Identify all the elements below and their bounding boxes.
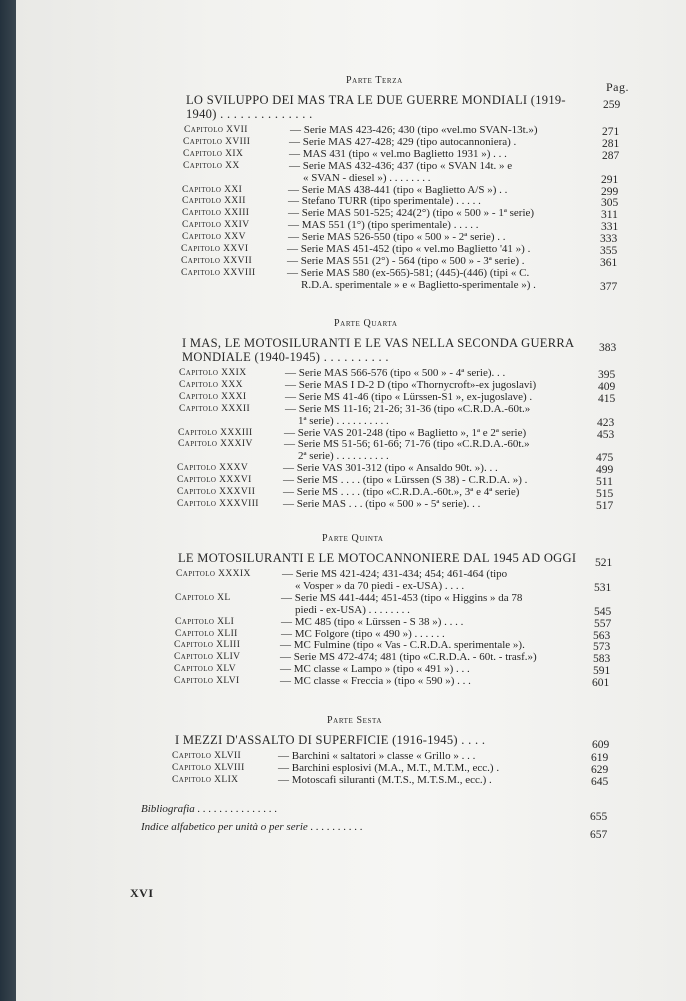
part-title: Parte Sesta xyxy=(327,715,383,726)
chapter-page-number: 355 xyxy=(600,245,618,257)
chapter-page-number: 545 xyxy=(594,605,612,618)
chapter-description: — Serie VAS 301-312 (tipo « Ansaldo 90t. »). . . xyxy=(283,462,498,475)
chapter-page-number: 409 xyxy=(598,380,616,393)
chapter-description: — Serie MS 421-424; 431-434; 454; 461-464 (tipo xyxy=(282,568,508,580)
chapter-page-number: 515 xyxy=(596,488,614,500)
chapter-description: — Serie MAS 432-436; 437 (tipo « SVAN 14t. » e xyxy=(289,159,513,172)
chapter-description: — Serie MAS I D-2 D (tipo «Thornycroft»-ex jugoslavi) xyxy=(285,378,537,391)
chapter-label: Capitolo XXII xyxy=(182,196,246,207)
chapter-page-number: 591 xyxy=(593,665,611,678)
section-title-line: 1940) . . . . . . . . . . . . . . xyxy=(186,107,313,121)
chapter-page-number: 573 xyxy=(593,641,611,654)
chapter-description: — Serie MS 472-474; 481 (tipo «C.R.D.A. - 60t. - trasf.») xyxy=(280,651,537,664)
chapter-label: Capitolo XX xyxy=(183,160,240,171)
chapter-label: Capitolo XXX xyxy=(179,379,243,390)
part-title: Parte Quarta xyxy=(334,318,398,329)
section-title-line: LE MOTOSILURANTI E LE MOTOCANNONIERE DAL 1945 AD OGGI xyxy=(178,551,577,565)
section-title-line: LO SVILUPPO DEI MAS TRA LE DUE GUERRE MONDIALI (1919- xyxy=(186,93,566,107)
chapter-label: Capitolo XLIII xyxy=(174,640,241,651)
chapter-description: — Serie MAS 438-441 (tipo « Baglietto A/S ») . . xyxy=(288,183,508,196)
chapter-label: Capitolo XLIV xyxy=(174,652,241,663)
index-entry-page-number: 655 xyxy=(590,811,608,823)
chapter-page-number: 291 xyxy=(601,173,619,186)
chapter-description: piedi - ex-USA) . . . . . . . . xyxy=(295,603,410,616)
chapter-description: — MC classe « Lampo » (tipo « 491 ») . . . xyxy=(280,663,470,676)
chapter-description: — MC 485 (tipo « Lürssen - S 38 ») . . . . xyxy=(281,615,464,628)
chapter-description: — Serie MAS 580 (ex-565)-581; (445)-(446) (tipi « C. xyxy=(287,266,530,279)
chapter-label: Capitolo XXXI xyxy=(179,391,247,402)
page-number-roman: XVI xyxy=(130,886,154,900)
index-entry: Bibliografia . . . . . . . . . . . . . . . xyxy=(141,803,278,815)
chapter-label: Capitolo XIX xyxy=(183,148,244,159)
chapter-page-number: 305 xyxy=(601,197,619,210)
section-title-line: I MEZZI D'ASSALTO DI SUPERFICIE (1916-1945) . . . . xyxy=(175,733,486,747)
chapter-description: — MC Folgore (tipo « 490 ») . . . . . . xyxy=(281,627,445,640)
chapter-label: Capitolo XXI xyxy=(182,184,243,195)
chapter-label: Capitolo XXXIII xyxy=(178,427,253,438)
chapter-label: Capitolo XXXII xyxy=(179,403,251,414)
chapter-description: — Motoscafi siluranti (M.T.S., M.T.S.M., ecc.) . xyxy=(278,773,492,786)
chapter-label: Capitolo XXVIII xyxy=(181,267,256,278)
chapter-page-number: 281 xyxy=(602,137,620,150)
chapter-description: — Barchini esplosivi (M.A., M.T., M.T.M., ecc.) . xyxy=(278,761,500,774)
chapter-description: — Serie MS 441-444; 451-453 (tipo « Higgins » da 78 xyxy=(281,591,523,604)
chapter-description: — MC classe « Freccia » (tipo « 590 ») . . . xyxy=(280,675,471,688)
chapter-description: « SVAN - diesel ») . . . . . . . . xyxy=(303,171,431,184)
chapter-label: Capitolo XXVII xyxy=(181,255,253,266)
chapter-description: — Serie MAS 551 (2°) - 564 (tipo « 500 » - 3ª serie) . xyxy=(287,254,525,267)
chapter-label: Capitolo XXIV xyxy=(182,220,250,231)
chapter-page-number: 583 xyxy=(593,653,611,666)
chapter-page-number: 311 xyxy=(601,209,618,222)
chapter-label: Capitolo XXXIX xyxy=(176,569,251,579)
section-page-number: 609 xyxy=(592,739,610,751)
chapter-description: — MAS 431 (tipo « vel.mo Baglietto 1931 ») . . . xyxy=(289,147,507,160)
book-spine-edge xyxy=(0,0,16,1001)
chapter-label: Capitolo XLV xyxy=(174,664,236,675)
chapter-label: Capitolo XXXVII xyxy=(177,487,256,497)
chapter-label: Capitolo XXXVIII xyxy=(177,498,259,509)
chapter-page-number: 453 xyxy=(597,428,615,441)
chapter-label: Capitolo XXIII xyxy=(182,208,250,219)
chapter-page-number: 557 xyxy=(594,617,612,630)
chapter-description: « Vosper » da 70 piedi - ex-USA) . . . . xyxy=(295,579,465,592)
chapter-page-number: 531 xyxy=(594,581,612,594)
chapter-description: — Serie MS . . . . (tipo « Lürssen (S 38) - C.R.D.A. ») . xyxy=(283,474,528,487)
chapter-label: Capitolo XL xyxy=(175,592,231,603)
chapter-description: R.D.A. sperimentale » e « Baglietto-sperimentale ») . xyxy=(301,278,536,291)
chapter-description: — Stefano TURR (tipo sperimentale) . . . . . xyxy=(288,195,481,208)
chapter-label: Capitolo XVII xyxy=(184,125,248,135)
book-page xyxy=(16,0,686,1001)
chapter-description: — MAS 551 (1°) (tipo sperimentale) . . . . . xyxy=(288,219,479,232)
chapter-description: — Serie MS 51-56; 61-66; 71-76 (tipo «C.R.D.A.-60t.» xyxy=(284,438,530,451)
chapter-page-number: 619 xyxy=(591,752,609,764)
chapter-label: Capitolo XVIII xyxy=(183,136,251,147)
chapter-page-number: 299 xyxy=(601,185,619,198)
chapter-description: — Serie MAS 566-576 (tipo « 500 » - 4ª serie). . . xyxy=(285,367,506,379)
chapter-description: — Serie MAS 501-525; 424(2°) (tipo « 500 » - 1ª serie) xyxy=(288,207,535,220)
chapter-label: Capitolo XXXIV xyxy=(178,439,253,450)
chapter-page-number: 499 xyxy=(596,464,614,477)
part-title: Parte Quinta xyxy=(322,533,384,544)
chapter-description: — Serie MS 41-46 (tipo « Lürssen-S1 », ex-jugoslave) . xyxy=(285,390,533,403)
chapter-page-number: 517 xyxy=(596,499,614,512)
chapter-description: — Serie MAS 427-428; 429 (tipo autocannoniera) . xyxy=(289,135,517,148)
chapter-page-number: 333 xyxy=(600,233,618,246)
chapter-page-number: 629 xyxy=(591,763,609,776)
chapter-page-number: 423 xyxy=(597,416,615,429)
part-title: Parte Terza xyxy=(346,75,403,86)
chapter-label: Capitolo XLII xyxy=(175,628,238,639)
chapter-description: — MC Fulmine (tipo « Vas - C.R.D.A. sperimentale »). xyxy=(280,639,525,652)
chapter-page-number: 287 xyxy=(602,149,620,162)
section-page-number: 521 xyxy=(595,557,613,569)
chapter-page-number: 395 xyxy=(598,369,616,381)
chapter-label: Capitolo XXIX xyxy=(179,368,247,378)
chapter-label: Capitolo XXVI xyxy=(181,244,249,254)
section-title-line: I MAS, LE MOTOSILURANTI E LE VAS NELLA SECONDA GUERRA xyxy=(182,336,575,350)
chapter-label: Capitolo XLIX xyxy=(172,774,239,785)
chapter-description: 2ª serie) . . . . . . . . . . xyxy=(298,450,389,463)
chapter-page-number: 601 xyxy=(592,677,610,690)
index-entry-page-number: 657 xyxy=(590,829,608,841)
chapter-description: 1ª serie) . . . . . . . . . . xyxy=(298,414,389,427)
chapter-page-number: 331 xyxy=(601,221,619,234)
chapter-label: Capitolo XXXVI xyxy=(177,475,252,486)
section-title-line: MONDIALE (1940-1945) . . . . . . . . . . xyxy=(182,350,389,364)
chapter-label: Capitolo XLVI xyxy=(174,676,240,687)
chapter-description: — Barchini « saltatori » classe « Grillo » . . . xyxy=(278,750,476,762)
chapter-page-number: 377 xyxy=(600,280,618,293)
chapter-page-number: 563 xyxy=(593,629,611,642)
chapter-description: — Serie VAS 201-248 (tipo « Baglietto », 1ª e 2ª serie) xyxy=(284,426,527,439)
chapter-description: — Serie MAS . . . (tipo « 500 » - 5ª serie). . . xyxy=(283,497,481,510)
chapter-label: Capitolo XXXV xyxy=(177,463,249,474)
chapter-description: — Serie MAS 451-452 (tipo « vel.mo Baglietto '41 ») . xyxy=(287,243,531,255)
chapter-description: — Serie MS 11-16; 21-26; 31-36 (tipo «C.R.D.A.-60t.» xyxy=(285,402,531,415)
chapter-page-number: 361 xyxy=(600,256,618,269)
chapter-label: Capitolo XLVII xyxy=(172,751,242,761)
chapter-label: Capitolo XLI xyxy=(175,616,235,627)
chapter-page-number: 475 xyxy=(596,452,614,465)
chapter-page-number: 511 xyxy=(596,476,613,489)
page-column-header: Pag. xyxy=(606,80,629,94)
chapter-description: — Serie MAS 423-426; 430 (tipo «vel.mo SVAN-13t.») xyxy=(290,124,538,136)
chapter-label: Capitolo XXV xyxy=(182,232,246,243)
chapter-description: — Serie MS . . . . (tipo «C.R.D.A.-60t.», 3ª e 4ª serie) xyxy=(283,486,520,498)
section-page-number: 383 xyxy=(599,342,617,354)
chapter-page-number: 645 xyxy=(591,775,609,788)
chapter-description: — Serie MAS 526-550 (tipo « 500 » - 2ª serie) . . xyxy=(288,231,506,244)
section-page-number: 259 xyxy=(603,99,621,111)
chapter-page-number: 271 xyxy=(602,126,620,138)
chapter-label: Capitolo XLVIII xyxy=(172,762,245,773)
chapter-page-number: 415 xyxy=(598,392,616,405)
index-entry: Indice alfabetico per unità o per serie . . . . . . . . . . xyxy=(141,821,363,833)
